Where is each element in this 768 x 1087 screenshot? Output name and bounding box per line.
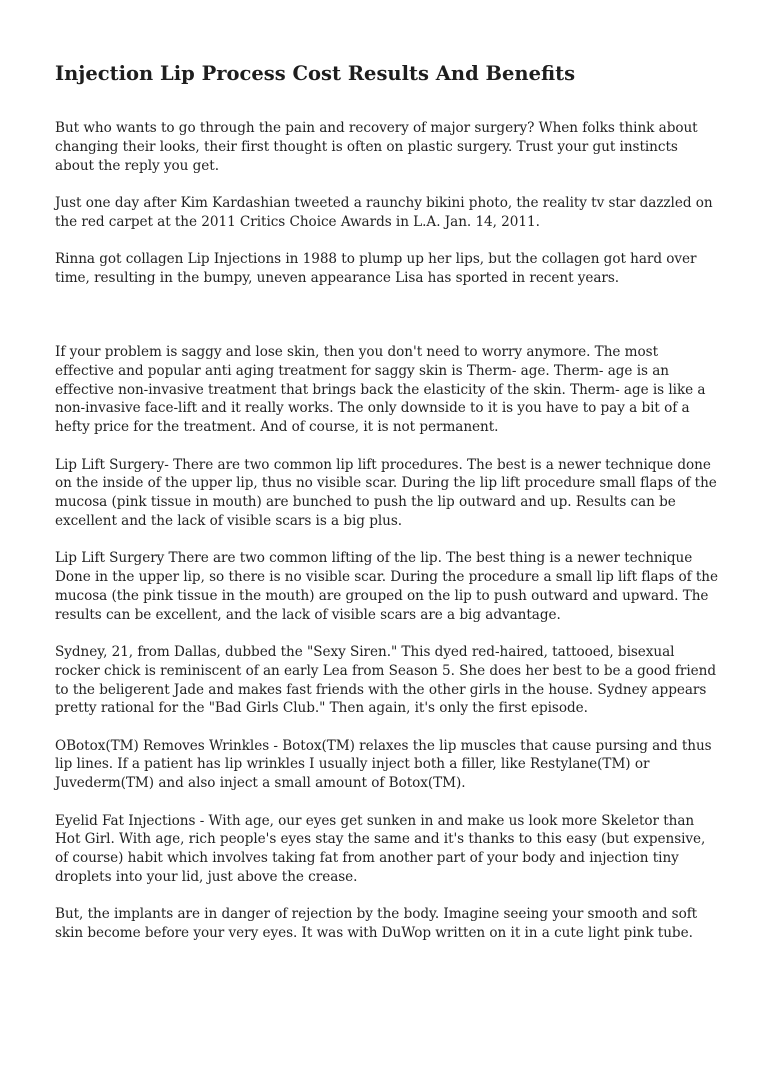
paragraph-4: If your problem is saggy and lose skin, then you don't need to worry anymore. The most effective and popular anti aging treatment for saggy skin is Therm- age. Therm- age is an effective non-invasive treatment that brings back the elasticity of the skin. Therm- age is like a non-invasive face-lift and it really works. The only downside to it is you have to pay a bit of a hefty price for the treatment. And of course, it is not permanent. xyxy=(55,344,706,436)
blank-gap xyxy=(55,306,720,343)
paragraph-5: Lip Lift Surgery- There are two common lip lift procedures. The best is a newer technique done on the inside of the upper lip, thus no visible scar. During the lip lift procedure small flaps of the mucosa (pink tissue in mouth) are bunched to push the lip outward and up. Results can be excellent and the lack of visible scars is a big plus. xyxy=(55,456,717,529)
paragraph-8: OBotox(TM) Removes Wrinkles - Botox(TM) relaxes the lip muscles that cause pursing and thus lip lines. If a patient has lip wrinkles I usually inject both a filler, like Restylane(TM) or Juvederm(TM) and also inject a small amount of Botox(TM). xyxy=(55,737,712,792)
paragraph-9: Eyelid Fat Injections - With age, our eyes get sunken in and make us look more Skeletor than Hot Girl. With age, rich people's eyes stay the same and it's thanks to this easy (but expensive, of course) habit which involves taking fat from another part of your body and injection tiny droplets into your lid, just above the crease. xyxy=(55,812,706,885)
document-title: Injection Lip Process Cost Results And Benefits xyxy=(55,62,576,85)
paragraph-7: Sydney, 21, from Dallas, dubbed the "Sexy Siren." This dyed red-haired, tattooed, bisexual rocker chick is reminiscent of an early Lea from Season 5. She does her best to be a good friend to the beligerent Jade and makes fast friends with the other girls in the house. Sydney appears pretty rational for the "Bad Girls Club." Then again, it's only the first episode. xyxy=(55,643,717,717)
document-page xyxy=(55,60,720,961)
paragraph-10: But, the implants are in danger of rejection by the body. Imagine seeing your smooth and soft skin become before your very eyes. It was with DuWop written on it in a cute light pink tube. xyxy=(55,906,698,941)
paragraph-3: Rinna got collagen Lip Injections in 1988 to plump up her lips, but the collagen got hard over time, resulting in the bumpy, uneven appearance Lisa has sported in recent years. xyxy=(55,250,697,286)
paragraph-1: But who wants to go through the pain and recovery of major surgery? When folks think about changing their looks, their first thought is often on plastic surgery. Trust your gut instincts about the reply you get. xyxy=(55,120,698,174)
document-body xyxy=(55,119,720,943)
paragraph-6: Lip Lift Surgery There are two common lifting of the lip. The best thing is a newer technique Done in the upper lip, so there is no visible scar. During the procedure a small lip lift flaps of the mucosa (the pink tissue in the mouth) are grouped on the lip to push outward and upward. The results can be excellent, and the lack of visible scars are a big advantage. xyxy=(55,550,718,623)
paragraph-2: Just one day after Kim Kardashian tweeted a raunchy bikini photo, the reality tv star dazzled on the red carpet at the 2011 Critics Choice Awards in L.A. Jan. 14, 2011. xyxy=(55,194,713,230)
